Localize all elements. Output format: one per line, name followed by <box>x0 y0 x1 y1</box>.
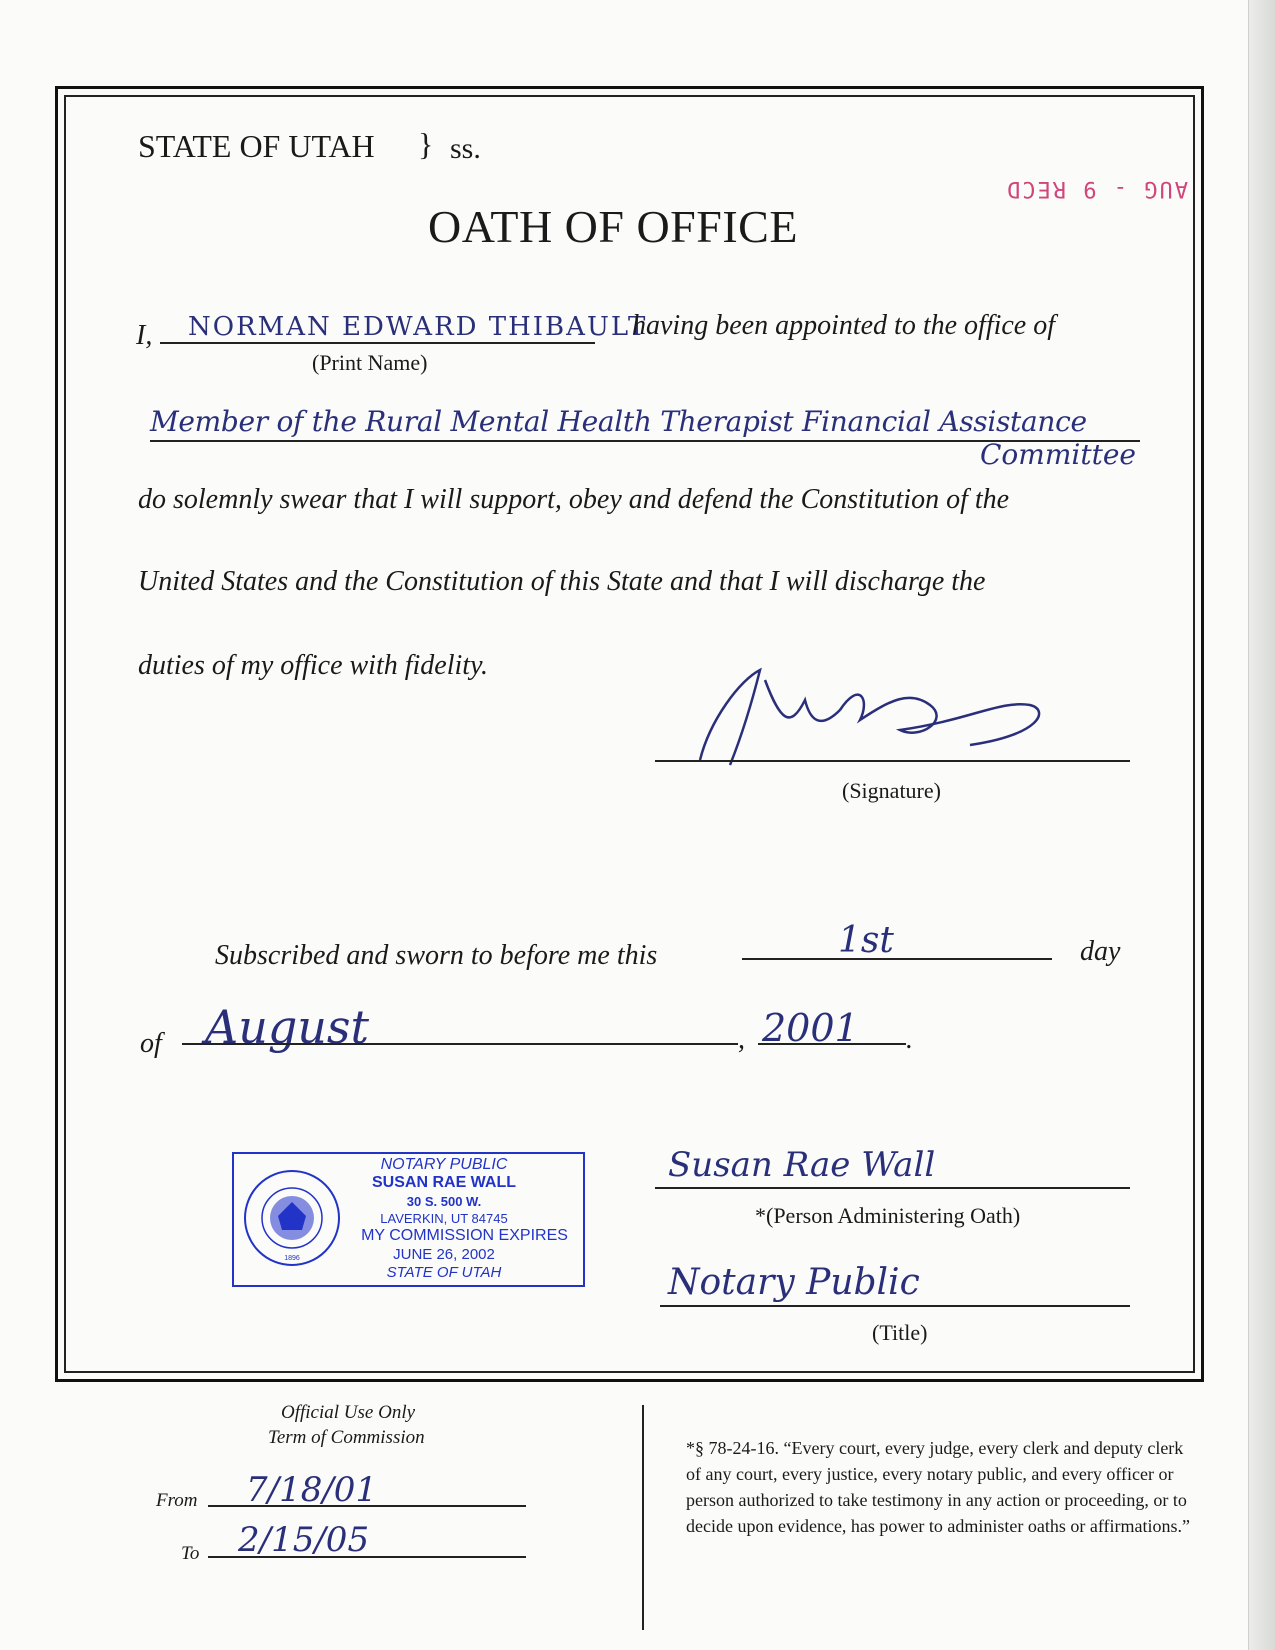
stamp-line2: SUSAN RAE WALL <box>372 1174 516 1191</box>
title-value: Notary Public <box>668 1262 920 1303</box>
print-name-line <box>160 342 595 344</box>
sworn-day-word: day <box>1080 936 1121 967</box>
sworn-month-line <box>182 1043 738 1045</box>
page-edge-shadow <box>1248 0 1275 1650</box>
seal-year: 1896 <box>284 1255 300 1262</box>
official-heading2: Term of Commission <box>268 1427 425 1448</box>
to-label: To <box>181 1543 200 1564</box>
print-name-label: (Print Name) <box>312 350 428 375</box>
sworn-of: of <box>140 1028 162 1059</box>
ss-label: ss. <box>450 132 481 165</box>
print-name-value: NORMAN EDWARD THIBAULT <box>188 312 648 342</box>
sworn-month-value: August <box>205 1000 370 1054</box>
from-line <box>208 1505 526 1507</box>
oath-body-line3: duties of my office with fidelity. <box>138 650 488 681</box>
appointed-text: having been appointed to the office of <box>632 310 1056 341</box>
administer-label: *(Person Administering Oath) <box>755 1203 1021 1228</box>
sworn-day-value: 1st <box>838 920 894 961</box>
received-stamp: AUG - 9 RECD <box>1005 176 1188 201</box>
sworn-period: . <box>906 1024 913 1055</box>
to-value: 2/15/05 <box>238 1520 370 1560</box>
stamp-line3: 30 S. 500 W. <box>406 1194 482 1209</box>
sworn-comma: , <box>738 1024 745 1055</box>
office-value-line1: Member of the Rural Mental Health Therapist Financial Assistance <box>150 405 1087 438</box>
state-brace: } <box>418 126 434 162</box>
document-title: OATH OF OFFICE <box>428 201 798 252</box>
sworn-year-line <box>758 1043 906 1045</box>
footer-divider <box>642 1405 644 1630</box>
stamp-line1: NOTARY PUBLIC <box>380 1156 508 1173</box>
oath-signature <box>670 660 1070 780</box>
from-label: From <box>156 1490 198 1511</box>
oath-body-line1: do solemnly swear that I will support, obey and defend the Constitution of the <box>138 484 1010 515</box>
administer-name-value: Susan Rae Wall <box>668 1145 936 1185</box>
stamp-line6: JUNE 26, 2002 <box>393 1246 495 1263</box>
to-line <box>208 1556 526 1558</box>
sworn-year-value: 2001 <box>762 1006 859 1050</box>
signature-label: (Signature) <box>842 778 941 803</box>
title-line <box>660 1305 1130 1307</box>
sworn-day-line <box>742 958 1052 960</box>
oath-body-line2: United States and the Constitution of this State and that I will discharge the <box>138 566 986 597</box>
official-heading1: Official Use Only <box>281 1402 416 1423</box>
statute-text: *§ 78-24-16. “Every court, every judge, every clerk and deputy clerk of any court, every justice, every notary public, and every officer or person authorized to take testimony in any action or proceeding, or to decide upon evidence, has power to administer oaths or affirmations.” <box>686 1438 1191 1536</box>
stamp-line4: LAVERKIN, UT 84745 <box>380 1211 508 1226</box>
notary-stamp <box>232 1152 585 1287</box>
administer-line <box>655 1187 1130 1189</box>
state-heading: STATE OF UTAH <box>138 128 375 164</box>
oath-i: I, <box>136 320 153 351</box>
sworn-text: Subscribed and sworn to before me this <box>215 940 658 971</box>
stamp-line7: STATE OF UTAH <box>386 1264 502 1281</box>
signature-line <box>655 760 1130 762</box>
title-label: (Title) <box>872 1320 928 1345</box>
office-value-line2: Committee <box>980 438 1136 471</box>
stamp-line5: MY COMMISSION EXPIRES <box>361 1227 568 1244</box>
from-value: 7/18/01 <box>246 1470 378 1510</box>
